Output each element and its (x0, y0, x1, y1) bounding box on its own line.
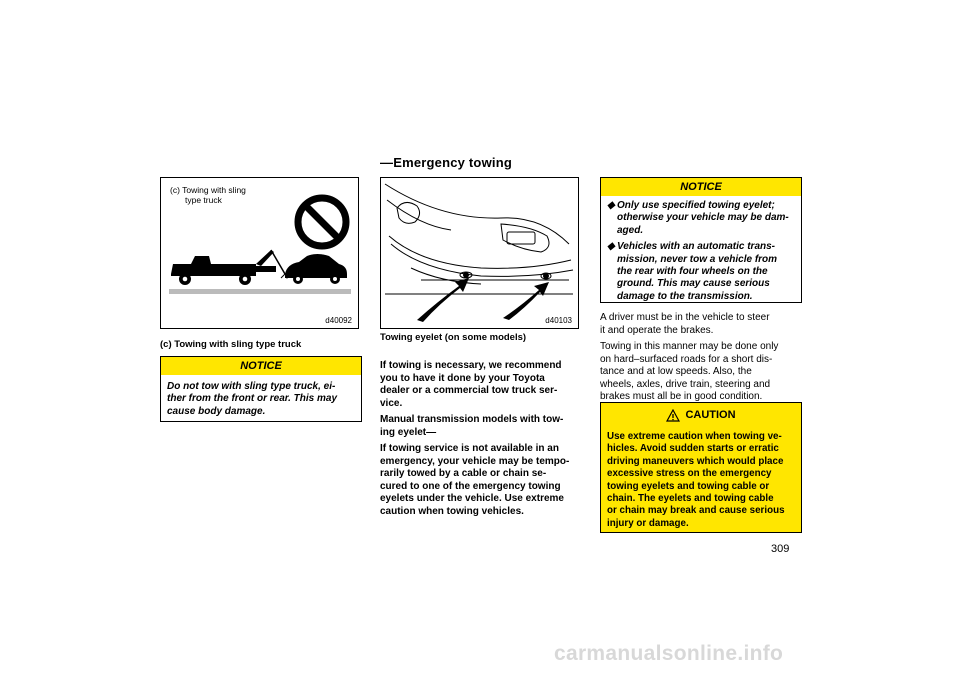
notice-box (160, 356, 362, 422)
figure-inset-label-line2: type truck (185, 195, 222, 205)
text-line: If towing is necessary, we recommend (380, 360, 562, 371)
middle-column-text (380, 360, 580, 518)
text-line: the rear with four wheels on the (617, 266, 768, 278)
paragraph (600, 312, 805, 337)
text-line: caution when towing vehicles. (380, 505, 524, 517)
figure-inset-label-line1: (c) Towing with sling (170, 185, 246, 195)
towing-eyelet-illustration (381, 178, 578, 328)
text-line: Use extreme caution when towing ve- (607, 431, 782, 442)
paragraph (600, 341, 805, 404)
text-line: you to have it done by your Toyota (380, 372, 545, 384)
right-column-text (600, 312, 805, 404)
paragraph (380, 443, 580, 518)
tow-truck-shape (171, 250, 285, 285)
text-line: mission, never tow a vehicle from (617, 253, 778, 265)
notice-bullet (607, 200, 795, 237)
page-number: 309 (771, 543, 790, 555)
text-line: cured to one of the emergency towing (380, 480, 561, 492)
diamond-bullet-icon: ◆ (607, 241, 615, 253)
paragraph (380, 360, 580, 410)
text-line: driving maneuvers which would place (607, 455, 784, 467)
text-line: tance and at low speeds. Also, the (600, 366, 752, 377)
sling-truck-illustration (161, 178, 358, 328)
figure-caption: (c) Towing with sling type truck (160, 339, 302, 350)
notice-heading: NOTICE (601, 178, 801, 196)
figure-code: d40103 (545, 316, 572, 325)
caution-heading-text: CAUTION (685, 409, 736, 421)
text-line: vice. (380, 397, 403, 409)
notice-body (601, 196, 801, 313)
notice-box (600, 177, 802, 303)
paragraph (380, 414, 580, 439)
text-line: aged. (617, 224, 644, 236)
text-line: Only use specified towing eyelet; (617, 200, 775, 211)
notice-bullet (607, 241, 795, 303)
caution-heading (601, 403, 801, 427)
text-line: towing eyelets and towing cable or (607, 480, 770, 492)
notice-heading: NOTICE (161, 357, 361, 375)
diamond-bullet-icon: ◆ (607, 200, 615, 211)
caution-body (601, 427, 801, 538)
text-line: rarily towed by a cable or chain se- (380, 468, 547, 479)
figure-code: d40092 (325, 316, 352, 325)
text-line: eyelets under the vehicle. Use extreme (380, 493, 564, 504)
text-line: ing eyelet— (380, 426, 437, 438)
text-line: Vehicles with an automatic trans- (617, 241, 776, 253)
text-line: hicles. Avoid sudden starts or erratic (607, 443, 779, 455)
prohibited-icon (298, 198, 346, 246)
towing-eyelet-left-icon (463, 272, 469, 278)
text-line: dealer or a commercial tow truck ser- (380, 385, 558, 396)
notice-line: ther from the front or rear. This may (167, 393, 338, 405)
caution-box (600, 402, 802, 533)
text-line: wheels, axles, drive train, steering and (600, 378, 771, 390)
text-line: injury or damage. (607, 517, 689, 529)
figure-sling-truck (160, 177, 359, 329)
text-line: chain. The eyelets and towing cable (607, 493, 774, 505)
text-line: damage to the transmission. (617, 290, 753, 302)
watermark: carmanualsonline.info (554, 642, 784, 665)
warning-triangle-icon (666, 409, 680, 422)
notice-line: Do not tow with sling type truck, ei- (167, 381, 336, 392)
towing-eyelet-right-icon (543, 273, 549, 279)
text-line: otherwise your vehicle may be dam- (617, 212, 789, 224)
figure-caption: Towing eyelet (on some models) (380, 332, 527, 343)
arrow-icon (417, 278, 549, 322)
figure-towing-eyelet (380, 177, 579, 329)
text-line: brakes must all be in good condition. (600, 391, 763, 402)
section-title: —Emergency towing (380, 155, 512, 170)
notice-line: cause body damage. (167, 405, 266, 417)
text-line: on hard–surfaced roads for a short dis- (600, 353, 773, 365)
towed-car-shape (285, 254, 347, 284)
text-line: Manual transmission models with tow- (380, 414, 564, 425)
text-line: Towing in this manner may be done only (600, 341, 779, 352)
text-line: If towing service is not available in an (380, 443, 559, 454)
text-line: A driver must be in the vehicle to steer (600, 312, 770, 323)
text-line: emergency, your vehicle may be tempo- (380, 455, 570, 467)
text-line: excessive stress on the emergency (607, 468, 772, 480)
text-line: or chain may break and cause serious (607, 505, 785, 517)
text-line: it and operate the brakes. (600, 324, 714, 336)
text-line: ground. This may cause serious (617, 278, 770, 290)
notice-body (161, 375, 361, 424)
